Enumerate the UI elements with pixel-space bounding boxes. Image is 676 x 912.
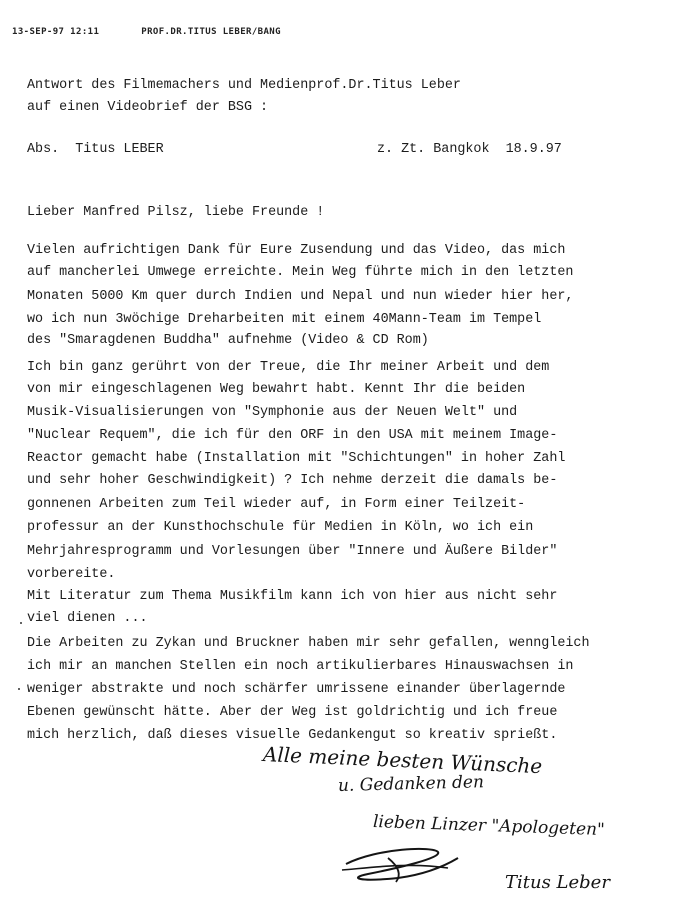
body-line: Die Arbeiten zu Zykan und Bruckner haben mir sehr gefallen, wenngleich bbox=[27, 636, 590, 651]
body-line: von mir eingeschlagenen Weg bewahrt habt. Kennt Ihr die beiden bbox=[27, 382, 526, 397]
body-line: Monaten 5000 Km quer durch Indien und Nepal und nun wieder hier her, bbox=[27, 289, 574, 304]
handwritten-greeting-line-3: lieben Linzer "Apologeten" bbox=[372, 812, 606, 841]
body-line: ich mir an manchen Stellen ein noch artikulierbares Hinauswachsen in bbox=[27, 659, 574, 674]
body-line: Reactor gemacht habe (Installation mit "Schichtungen" in hoher Zahl bbox=[27, 451, 566, 466]
signature-name: Titus Leber bbox=[505, 872, 610, 893]
sender-name: Abs. Titus LEBER bbox=[27, 142, 164, 157]
body-line: mich herzlich, daß dieses visuelle Gedankengut so kreativ sprießt. bbox=[27, 728, 558, 743]
body-line: Vielen aufrichtigen Dank für Eure Zusendung und das Video, das mich bbox=[27, 243, 566, 258]
signature-flourish bbox=[338, 838, 518, 886]
body-line: Ebenen gewünscht hätte. Aber der Weg ist goldrichtig und ich freue bbox=[27, 705, 558, 720]
body-line: Mehrjahresprogramm und Vorlesungen über "Innere und Äußere Bilder" bbox=[27, 544, 558, 559]
body-line: professur an der Kunsthochschule für Medien in Köln, wo ich ein bbox=[27, 520, 534, 535]
fax-sender: PROF.DR.TITUS LEBER/BANG bbox=[141, 27, 281, 37]
body-line: weniger abstrakte und noch schärfer umrissene einander überlagernde bbox=[27, 682, 566, 697]
body-line: Musik-Visualisierungen von "Symphonie aus der Neuen Welt" und bbox=[27, 405, 518, 420]
scan-speck bbox=[18, 688, 20, 690]
body-line: Mit Literatur zum Thema Musikfilm kann ich von hier aus nicht sehr bbox=[27, 589, 558, 604]
body-line: auf mancherlei Umwege erreichte. Mein Weg führte mich in den letzten bbox=[27, 265, 574, 280]
fax-header bbox=[12, 27, 281, 37]
handwritten-greeting-line-2: u. Gedanken den bbox=[337, 772, 485, 796]
body-line: "Nuclear Requem", die ich für den ORF in den USA mit meinem Image- bbox=[27, 428, 558, 443]
body-line: und sehr hoher Geschwindigkeit) ? Ich nehme derzeit die damals be- bbox=[27, 473, 558, 488]
intro-line-2: auf einen Videobrief der BSG : bbox=[27, 100, 269, 115]
intro-line-1: Antwort des Filmemachers und Medienprof.Dr.Titus Leber bbox=[27, 78, 461, 93]
body-line: vorbereite. bbox=[27, 567, 116, 582]
body-line: viel dienen ... bbox=[27, 611, 148, 626]
fax-timestamp: 13-SEP-97 12:11 bbox=[12, 27, 100, 37]
salutation: Lieber Manfred Pilsz, liebe Freunde ! bbox=[27, 205, 325, 220]
body-line: gonnenen Arbeiten zum Teil wieder auf, in Form einer Teilzeit- bbox=[27, 497, 526, 512]
handwritten-greeting-line-1: Alle meine besten Wünsche bbox=[262, 742, 543, 779]
body-line: Ich bin ganz gerührt von der Treue, die Ihr meiner Arbeit und dem bbox=[27, 360, 550, 375]
body-line: wo ich nun 3wöchige Dreharbeiten mit einem 40Mann-Team im Tempel bbox=[27, 312, 542, 327]
place-date: z. Zt. Bangkok 18.9.97 bbox=[377, 142, 562, 157]
scan-speck bbox=[20, 622, 22, 624]
body-line: des "Smaragdenen Buddha" aufnehme (Video & CD Rom) bbox=[27, 333, 429, 348]
